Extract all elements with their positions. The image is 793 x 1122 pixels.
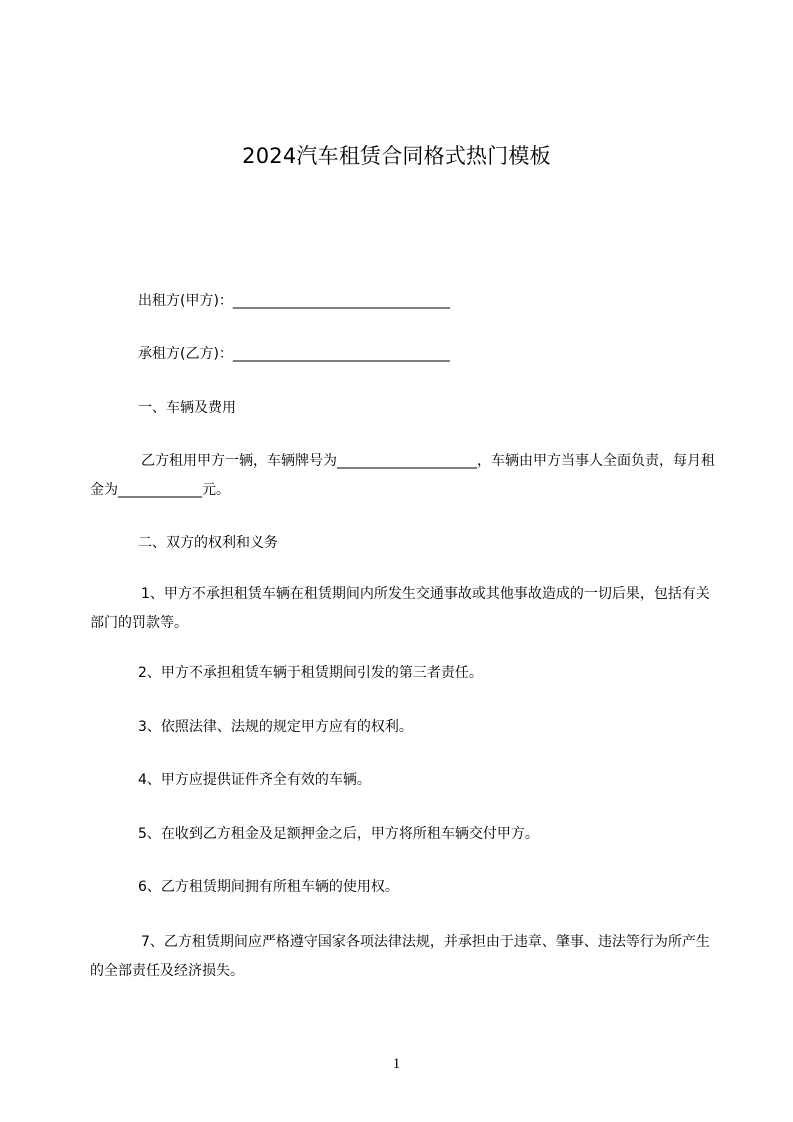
page-number: 1 — [392, 1056, 401, 1072]
section-heading-vehicle-fees: 一、车辆及费用 — [138, 400, 236, 416]
clause-item-6: 6、乙方租赁期间拥有所租车辆的使用权。 — [138, 879, 399, 895]
clause-item-7: 7、乙方租赁期间应严格遵守国家各项法律法规，并承担由于违章、肇事、违法等行为所产生的全部责任及经济损失。 — [90, 934, 710, 979]
clause-item-5: 5、在收到乙方租金及足额押金之后，甲方将所租车辆交付甲方。 — [138, 826, 539, 842]
clause-item-2: 2、甲方不承担租赁车辆于租赁期间引发的第三者责任。 — [138, 665, 483, 681]
document-title: 2024汽车租赁合同格式热门模板 — [242, 144, 551, 168]
lessee-line: 承租方(乙方)：_______________________________ — [138, 346, 450, 362]
clause-item-4: 4、甲方应提供证件齐全有效的车辆。 — [138, 772, 371, 788]
section-heading-rights-obligations: 二、双方的权利和义务 — [138, 535, 278, 551]
clause-item-1: 1、甲方不承担租赁车辆在租赁期间内所发生交通事故或其他事故造成的一切后果，包括有关部门的罚款等。 — [90, 586, 710, 631]
lessor-line: 出租方(甲方)：_______________________________ — [138, 293, 450, 309]
clause-item-3: 3、依照法律、法规的规定甲方应有的权利。 — [138, 719, 413, 735]
section-body-vehicle-fees: 乙方租用甲方一辆，车辆牌号为____________________，车辆由甲方当事人全面负责，每月租金为____________元。 — [90, 453, 715, 498]
